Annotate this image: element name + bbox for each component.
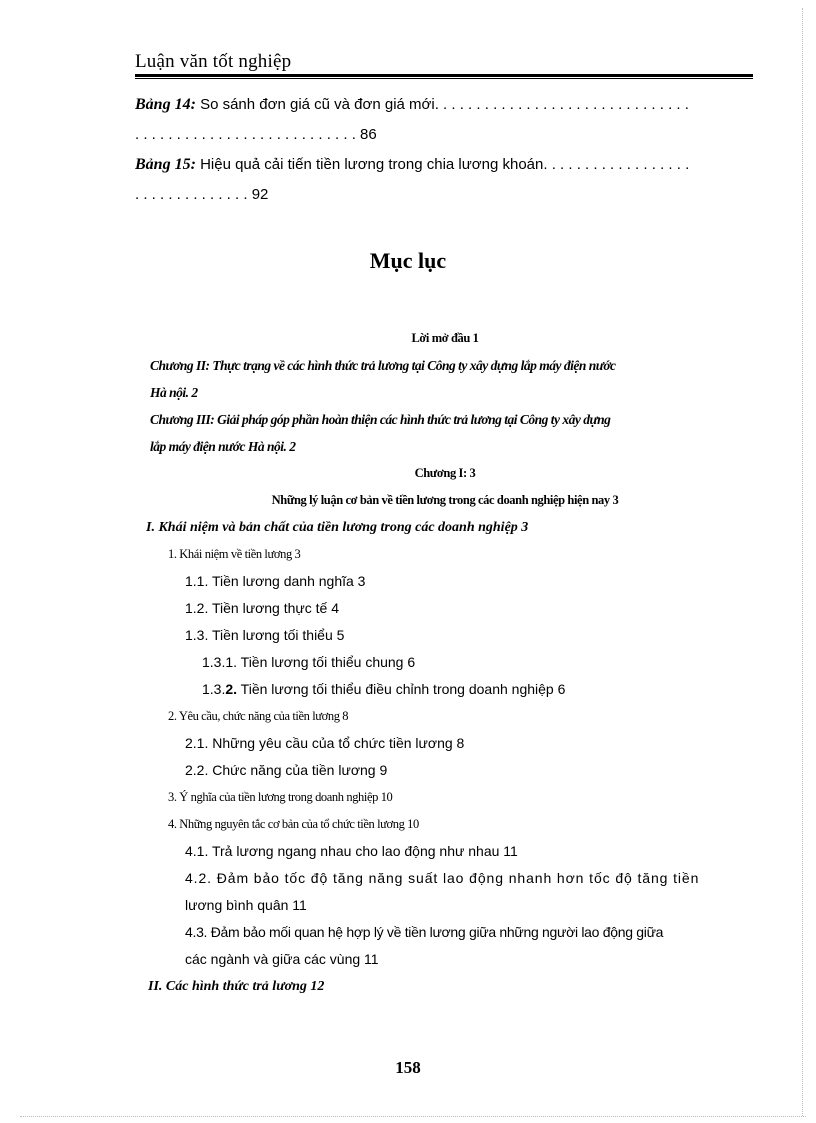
toc-section-2: II. Các hình thức trả lương 12	[148, 979, 325, 994]
toc-item-2: 2. Yêu cầu, chức năng của tiền lương 8	[168, 709, 349, 723]
leader-dots: . . . . . . . . . . . . . .	[135, 186, 252, 203]
toc-chapter-3: Chương III: Giải pháp góp phần hoàn thiện các hình thức trả lương tại Công ty xây dựng	[150, 412, 611, 427]
toc-chapter-2-cont: Hà nội. 2	[150, 385, 198, 400]
toc-item-text: Tiền lương tối thiểu điều chỉnh trong doanh nghiệp 6	[237, 681, 566, 697]
table-label: Bảng 15:	[135, 156, 196, 173]
toc-item-1-3-2	[202, 676, 740, 703]
toc-chapter-2: Chương II: Thực trạng về các hình thức trả lương tại Công ty xây dựng lắp máy điện nước	[150, 358, 616, 373]
table-caption: So sánh đơn giá cũ và đơn giá mới	[195, 96, 435, 113]
page-shadow-right	[802, 8, 807, 1116]
toc-item-1-2: 1.2. Tiền lương thực tế 4	[185, 600, 340, 616]
toc-item-4-2-cont: lương bình quân 11	[185, 897, 307, 913]
page-shadow-bottom	[20, 1116, 806, 1117]
table-label: Bảng 14:	[135, 96, 196, 113]
leader-dots: . . . . . . . . . . . . . . . . . .	[543, 156, 690, 173]
toc-item-3: 3. Ý nghĩa của tiền lương trong doanh nghiệp 10	[168, 790, 393, 804]
toc-item-2-2: 2.2. Chức năng của tiền lương 9	[185, 762, 388, 778]
toc-item-4-3: 4.3. Đảm bảo mối quan hệ hợp lý về tiền lương giữa những người lao động giữa	[185, 924, 664, 940]
leader-dots: . . . . . . . . . . . . . . . . . . . . . . . . . . . . . . .	[434, 96, 689, 113]
toc-item-4-1: 4.1. Trả lương ngang nhau cho lao động như nhau 11	[185, 843, 518, 859]
toc-item-1: 1. Khái niệm về tiền lương 3	[168, 547, 301, 561]
header-rule-thin	[135, 78, 753, 79]
header-rule	[135, 74, 753, 77]
leader-dots: . . . . . . . . . . . . . . . . . . . . . . . . . . .	[135, 126, 361, 143]
toc-item-4: 4. Những nguyên tắc cơ bản của tổ chức tiền lương 10	[168, 817, 419, 831]
table-list-entry-15	[135, 150, 740, 210]
toc-chapter-1: Chương I: 3	[414, 466, 476, 480]
toc-title: Mục lục	[369, 248, 447, 273]
toc-item-2-1: 2.1. Những yêu cầu của tổ chức tiền lương 8	[185, 735, 465, 751]
toc-item-1-3: 1.3. Tiền lương tối thiểu 5	[185, 627, 345, 643]
toc-item-4-2: 4.2. Đảm bảo tốc độ tăng năng suất lao động nhanh hơn tốc độ tăng tiền	[185, 870, 700, 886]
table-list-entry-14	[135, 90, 740, 150]
toc-item-4-3-cont: các ngành và giữa các vùng 11	[185, 951, 379, 967]
header-title: Luận văn tốt nghiệp	[135, 51, 292, 72]
toc-chapter-1-subtitle: Những lý luận cơ bản về tiền lương trong các doanh nghiệp hiện nay 3	[271, 493, 619, 507]
toc-item-number-bold: 2.	[225, 681, 238, 697]
toc-item-number: 1.3.	[202, 681, 226, 697]
table-of-contents	[146, 325, 740, 1000]
toc-item-1-1: 1.1. Tiền lương danh nghĩa 3	[185, 573, 366, 589]
toc-item-1-3-1: 1.3.1. Tiền lương tối thiểu chung 6	[202, 654, 416, 670]
table-page-number: 92	[251, 186, 269, 203]
toc-section-1: I. Khái niệm và bản chất của tiền lương trong các doanh nghiệp 3	[146, 520, 529, 535]
table-page-number: 86	[360, 126, 377, 143]
page-number: 158	[395, 1058, 421, 1077]
toc-chapter-3-cont: lắp máy điện nước Hà nội. 2	[150, 439, 296, 454]
toc-intro: Lời mở đầu 1	[411, 331, 479, 345]
page-header	[135, 50, 753, 79]
table-caption: Hiệu quả cải tiến tiền lương trong chia lương khoán	[195, 156, 544, 173]
